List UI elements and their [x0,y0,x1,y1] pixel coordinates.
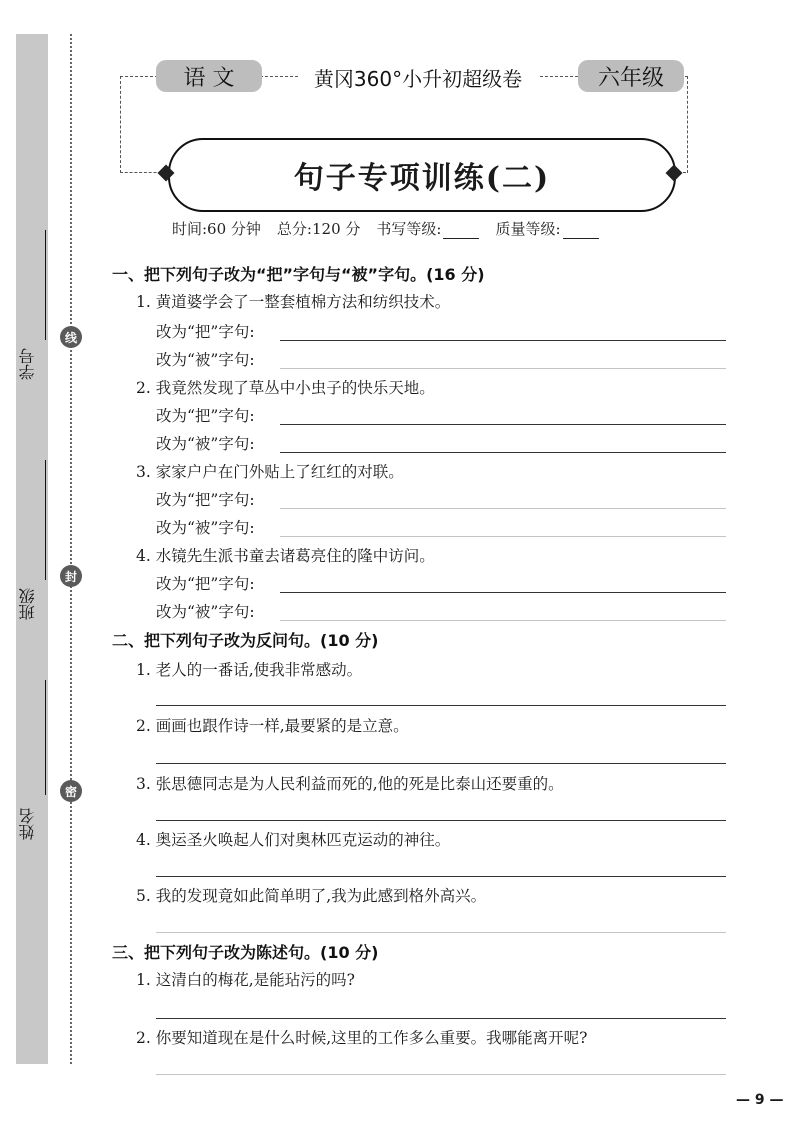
s1-q3-ba-label: 改为“把”字句: [156,491,255,509]
s3-question-2: 2. 你要知道现在是什么时候,这里的工作多么重要。我哪能离开呢? [136,1029,588,1047]
s1-q4-ba-answer-line[interactable] [280,592,726,593]
s3-q2-answer-line[interactable] [156,1074,726,1075]
student-id-label: 学号 [18,348,37,380]
s1-question-2: 2. 我竟然发现了草丛中小虫子的快乐天地。 [136,379,435,397]
section2-title: 二、把下列句子改为反问句。(10 分) [112,631,379,650]
s1-q4-ba-label: 改为“把”字句: [156,575,255,593]
student-id-blank[interactable] [45,230,46,340]
cut-line [70,34,72,1064]
page-number: — 9 — [736,1092,784,1108]
s2-q1-answer-line[interactable] [156,705,726,706]
name-label: 姓名 [18,808,37,840]
s3-q1-answer-line[interactable] [156,1018,726,1019]
s1-q4-bei-answer-line[interactable] [280,620,726,621]
name-blank[interactable] [45,680,46,795]
s2-question-2: 2. 画画也跟作诗一样,最要紧的是立意。 [136,717,409,735]
s1-q1-ba-answer-line[interactable] [280,340,726,341]
s1-question-3: 3. 家家户户在门外贴上了红红的对联。 [136,463,404,481]
section1-title: 一、把下列句子改为“把”字句与“被”字句。(16 分) [112,265,485,284]
grade-pill: 六年级 [578,60,684,92]
section3-title: 三、把下列句子改为陈述句。(10 分) [112,943,379,962]
s1-q1-ba-label: 改为“把”字句: [156,323,255,341]
s2-question-5: 5. 我的发现竟如此简单明了,我为此感到格外高兴。 [136,887,487,905]
class-blank[interactable] [45,460,46,580]
s1-q4-bei-label: 改为“被”字句: [156,603,255,621]
writing-grade-blank[interactable] [443,224,479,239]
s1-q1-bei-answer-line[interactable] [280,368,726,369]
seal-seal-mark: 封 [60,565,82,587]
quality-grade-blank[interactable] [563,224,599,239]
page-title: 句子专项训练(二) [168,138,676,212]
s2-q2-answer-line[interactable] [156,763,726,764]
s1-q2-ba-answer-line[interactable] [280,424,726,425]
exam-info [172,218,692,239]
seal-close-mark: 密 [60,780,82,802]
s1-q1-bei-label: 改为“被”字句: [156,351,255,369]
s1-q3-bei-label: 改为“被”字句: [156,519,255,537]
s1-question-1: 1. 黄道婆学会了一整套植棉方法和纺织技术。 [136,293,451,311]
class-label: 班级 [18,588,37,620]
writing-grade: 书写等级: [376,218,479,239]
s1-q2-bei-answer-line[interactable] [280,452,726,453]
s1-q3-bei-answer-line[interactable] [280,536,726,537]
s2-q4-answer-line[interactable] [156,876,726,877]
s2-question-3: 3. 张思德同志是为人民利益而死的,他的死是比泰山还要重的。 [136,775,564,793]
s1-q2-bei-label: 改为“被”字句: [156,435,255,453]
s1-q3-ba-answer-line[interactable] [280,508,726,509]
name-field [16,680,48,840]
s2-q5-answer-line[interactable] [156,932,726,933]
s2-q3-answer-line[interactable] [156,820,726,821]
series-title: 黄冈360°小升初超级卷 [298,62,538,92]
s3-question-1: 1. 这清白的梅花,是能玷污的吗? [136,971,355,989]
quality-grade: 质量等级: [495,218,598,239]
s2-question-1: 1. 老人的一番话,使我非常感动。 [136,661,363,679]
s2-question-4: 4. 奥运圣火唤起人们对奥林匹克运动的神往。 [136,831,451,849]
seal-line-mark: 线 [60,326,82,348]
class-field [16,460,48,620]
s1-question-4: 4. 水镜先生派书童去诸葛亮住的隆中访问。 [136,547,435,565]
student-id-field [16,230,48,380]
exam-time: 时间:60 分钟 [172,220,261,238]
s1-q2-ba-label: 改为“把”字句: [156,407,255,425]
exam-total: 总分:120 分 [276,220,361,238]
subject-pill: 语 文 [156,60,262,92]
